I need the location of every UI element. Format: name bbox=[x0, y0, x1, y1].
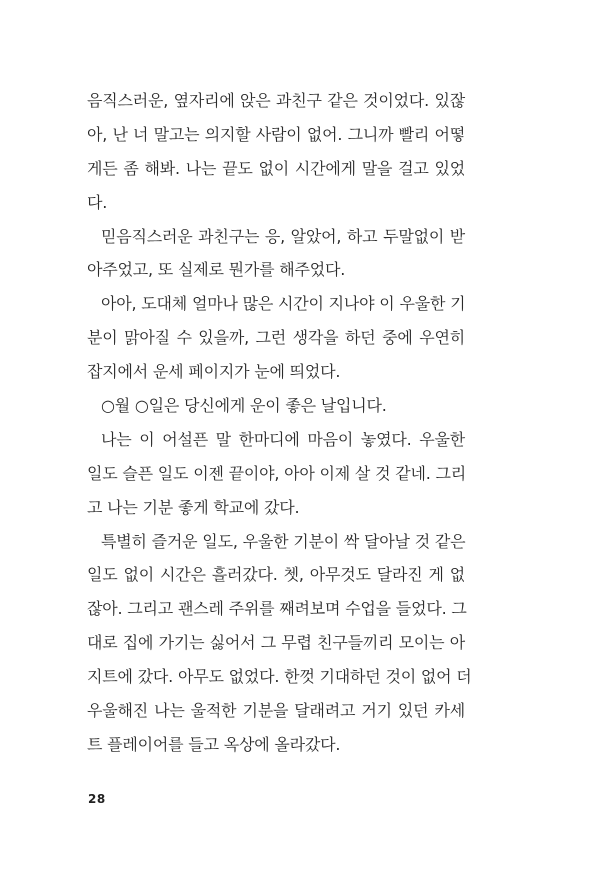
body-text bbox=[87, 84, 472, 762]
text-line: 음직스러운, 옆자리에 앉은 과친구 같은 것이었다. 있잖 bbox=[87, 91, 465, 110]
text-line: 일도 없이 시간은 흘러갔다. 쳇, 아무것도 달라진 게 없 bbox=[87, 565, 465, 585]
text-line: 아아, 도대체 얼마나 많은 시간이 지나야 이 우울한 기 bbox=[101, 294, 466, 314]
text-line: 믿음직스러운 과친구는 응, 알았어, 하고 두말없이 받 bbox=[101, 226, 465, 246]
text-line: 아, 난 너 말고는 의지할 사람이 없어. 그니까 빨리 어떻 bbox=[87, 124, 465, 144]
text-line: ○월 ○일은 당신에게 운이 좋은 날입니다. bbox=[101, 396, 387, 416]
text-line: 일도 슬픈 일도 이젠 끝이야, 아아 이제 살 것 같네. 그리 bbox=[87, 463, 467, 483]
text-line: 잖아. 그리고 괜스레 주위를 째려보며 수업을 들었다. 그 bbox=[87, 599, 467, 619]
text-line: 특별히 즐거운 일도, 우울한 기분이 싹 달아날 것 같은 bbox=[101, 531, 466, 551]
text-line: 분이 맑아질 수 있을까, 그런 생각을 하던 중에 우연히 bbox=[87, 328, 465, 348]
text-line: 지트에 갔다. 아무도 없었다. 한껏 기대하던 것이 없어 더 bbox=[87, 667, 472, 687]
text-line: 아주었고, 또 실제로 뭔가를 해주었다. bbox=[87, 260, 346, 280]
text-line: 게든 좀 해봐. 나는 끝도 없이 시간에게 말을 걸고 있었 bbox=[87, 158, 465, 178]
page-number: 28 bbox=[88, 792, 106, 806]
text-line: 잡지에서 운세 페이지가 눈에 띄었다. bbox=[87, 362, 341, 382]
text-line: 나는 이 어설픈 말 한마디에 마음이 놓였다. 우울한 bbox=[101, 429, 465, 449]
text-line: 고 나는 기분 좋게 학교에 갔다. bbox=[87, 497, 300, 517]
text-line: 우울해진 나는 울적한 기분을 달래려고 거기 있던 카세 bbox=[87, 701, 465, 721]
text-line: 트 플레이어를 들고 옥상에 올라갔다. bbox=[87, 734, 341, 754]
text-line: 대로 집에 가기는 싫어서 그 무렵 친구들끼리 모이는 아 bbox=[87, 633, 465, 653]
text-line: 다. bbox=[87, 192, 108, 212]
